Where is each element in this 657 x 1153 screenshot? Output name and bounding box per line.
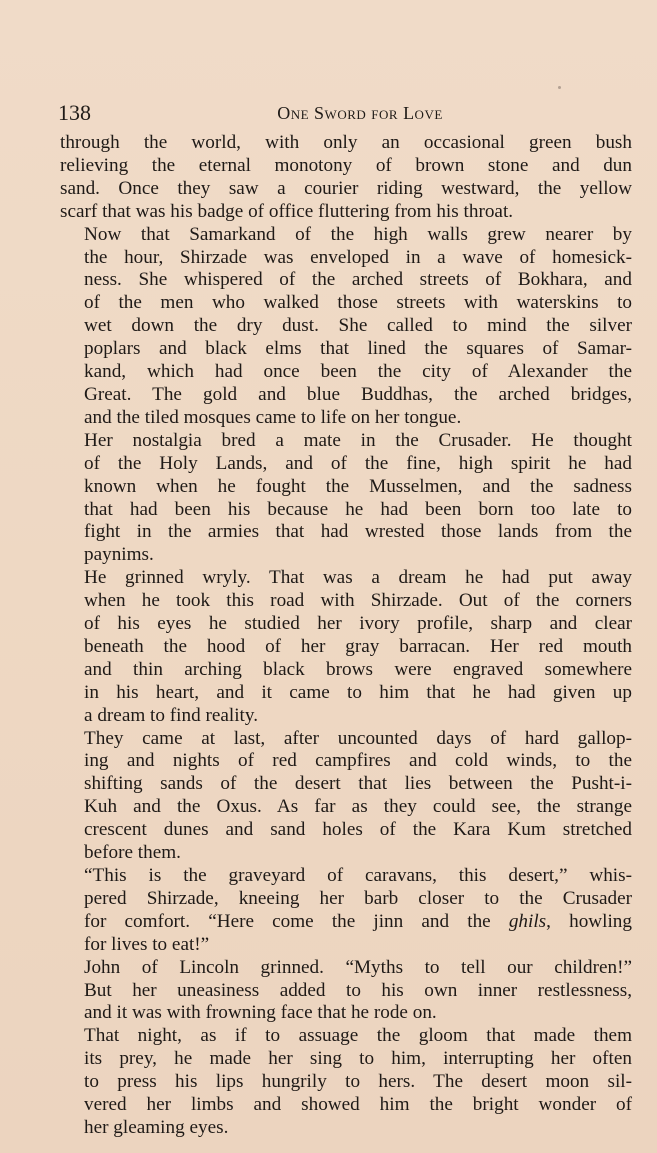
paragraph <box>60 430 632 567</box>
text-line: and thin arching black brows were engraved somewhere <box>84 658 632 680</box>
text-line: kand, which had once been the city of Alexander the <box>84 361 632 383</box>
text-line: John of Lincoln grinned. “Myths to tell our children!” <box>84 956 632 978</box>
text-line: in his heart, and it came to him that he had given up <box>84 681 632 703</box>
paragraph <box>60 132 632 224</box>
text-line: ness. She whispered of the arched streets of Bokhara, and <box>84 269 632 291</box>
text-line: the hour, Shirzade was enveloped in a wave of homesick- <box>84 246 632 268</box>
text-line: Kuh and the Oxus. As far as they could see, the strange <box>84 796 632 818</box>
text-line: of his eyes he studied her ivory profile, sharp and clear <box>84 613 632 635</box>
text-line: for comfort. “Here come the jinn and the ghils, howling <box>84 910 632 932</box>
paragraph <box>60 224 632 430</box>
paper-speck <box>558 86 561 89</box>
text-line: Now that Samarkand of the high walls grew nearer by <box>84 223 632 245</box>
text-line: for lives to eat!” <box>84 933 210 955</box>
text-line: its prey, he made her sing to him, interrupting her often <box>84 1048 632 1070</box>
text-line: He grinned wryly. That was a dream he had put away <box>84 567 632 589</box>
text-line: relieving the eternal monotony of brown stone and dun <box>60 154 632 176</box>
text-line: known when he fought the Musselmen, and the sadness <box>84 475 632 497</box>
text-line: and it was with frowning face that he rode on. <box>84 1002 437 1024</box>
text-line: Her nostalgia bred a mate in the Crusader. He thought <box>84 429 632 451</box>
paragraph <box>60 1025 632 1140</box>
paragraph <box>60 957 632 1026</box>
text-line: a dream to find reality. <box>84 704 259 726</box>
text-line: sand. Once they saw a courier riding westward, the yellow <box>60 177 632 199</box>
text-line: and the tiled mosques came to life on her tongue. <box>84 406 462 428</box>
page-number: 138 <box>58 100 91 125</box>
text-line: That night, as if to assuage the gloom that made them <box>84 1025 632 1047</box>
text-line: poplars and black elms that lined the squares of Samar- <box>84 338 632 360</box>
text-line: ing and nights of red campfires and cold winds, to the <box>84 750 632 772</box>
paragraph <box>60 567 632 727</box>
paragraph <box>60 728 632 865</box>
text-line: through the world, with only an occasional green bush <box>60 132 632 153</box>
text-line: her gleaming eyes. <box>84 1116 229 1138</box>
text-line: Great. The gold and blue Buddhas, the arched bridges, <box>84 383 632 405</box>
text-line: fight in the armies that had wrested those lands from the <box>84 521 632 543</box>
text-line: vered her limbs and showed him the bright wonder of <box>84 1094 632 1116</box>
text-line: crescent dunes and sand holes of the Kara Kum stretched <box>84 819 632 841</box>
text-line: of the men who walked those streets with waterskins to <box>84 292 632 314</box>
running-title: One Sword for Love <box>277 103 443 123</box>
text-line: beneath the hood of her gray barracan. Her red mouth <box>84 635 632 657</box>
text-line: scarf that was his badge of office fluttering from his throat. <box>60 200 514 222</box>
text-line: when he took this road with Shirzade. Out of the corners <box>84 590 632 612</box>
text-line: that had been his because he had been born too late to <box>84 498 632 520</box>
text-line: paynims. <box>84 544 154 566</box>
text-line: before them. <box>84 842 181 864</box>
paragraph <box>60 865 632 957</box>
page-header <box>58 96 632 130</box>
text-line: wet down the dry dust. She called to mind the silver <box>84 315 632 337</box>
text-line: “This is the graveyard of caravans, this desert,” whis- <box>84 865 632 886</box>
text-line: pered Shirzade, kneeing her barb closer to the Crusader <box>84 887 632 909</box>
body-text <box>60 132 632 1140</box>
text-line: shifting sands of the desert that lies between the Pusht-i- <box>84 773 632 795</box>
text-line: They came at last, after uncounted days of hard gallop- <box>84 727 632 749</box>
text-line: of the Holy Lands, and of the fine, high spirit he had <box>84 452 632 474</box>
text-line: to press his lips hungrily to hers. The desert moon sil- <box>84 1071 632 1093</box>
text-line: But her uneasiness added to his own inner restlessness, <box>84 979 632 1001</box>
